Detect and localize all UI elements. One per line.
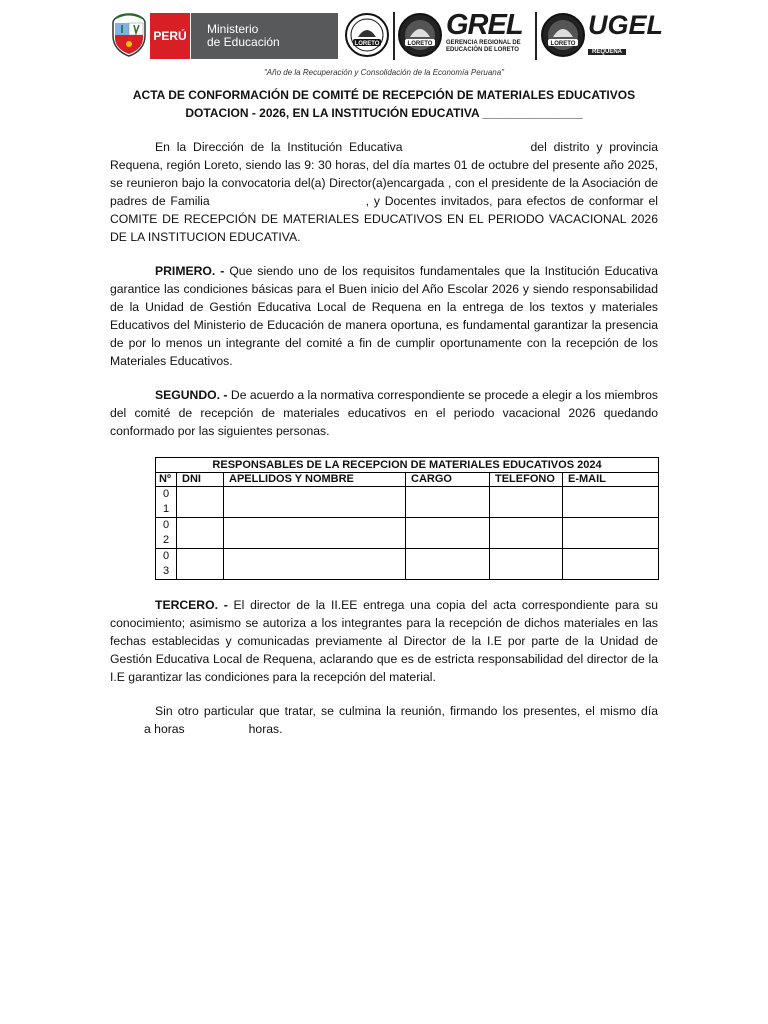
cargo-cell[interactable] <box>406 487 490 518</box>
row-number: 0 1 <box>156 487 177 518</box>
segundo-lead: SEGUNDO. - <box>155 388 228 402</box>
ministry-logo <box>191 13 338 59</box>
table-caption: RESPONSABLES DE LA RECEPCION DE MATERIALES EDUCATIVOS 2024 <box>156 458 659 473</box>
title-line-2: DOTACION - 2026, EN LA INSTITUCIÓN EDUCATIVA _______________ <box>185 106 583 120</box>
header-logos <box>110 9 664 62</box>
closing-text: Sin otro particular que tratar, se culmina la reunión, firmando los presentes, el mismo día <box>155 704 658 718</box>
loreto-dark-seal-icon <box>397 11 443 59</box>
loreto-seal-icon <box>344 11 390 59</box>
dni-cell[interactable] <box>177 549 224 580</box>
document-title <box>110 86 658 122</box>
table-caption-row <box>156 458 659 473</box>
cargo-cell[interactable] <box>406 518 490 549</box>
header-dni: DNI <box>177 473 224 487</box>
telefono-cell[interactable] <box>490 487 563 518</box>
table-header-row <box>156 473 659 487</box>
email-cell[interactable] <box>563 549 659 580</box>
ministry-line1: Ministerio <box>207 22 259 36</box>
header-email: E-MAIL <box>563 473 659 487</box>
row-number: 0 3 <box>156 549 177 580</box>
ugel-title: UGEL <box>588 10 664 40</box>
responsables-table <box>155 457 659 580</box>
peru-coat-of-arms-icon <box>110 12 148 58</box>
primero-text: Que siendo uno de los requisitos fundamentales que la Institución Educativa garantice las condiciones básicas para el Buen inicio del Año Escolar 2026 y siendo responsabilidad de la Unidad de Gestión Educativa Local de Requena en la entrega de los textos y materiales Educativos del Ministerio de Educación de manera oportuna, es fundamental garantizar la presencia de por lo menos un integrante del comité a fin de cumplir oportunamente con la recepción de los Materiales Educativos. <box>110 264 658 368</box>
opening-part-2: del distrito y provincia Requena, región Loreto, siendo las 9: 30 horas, del día martes 01 de octubre del presente año 2025, se reunieron bajo la convocatoria del(a) Director(a)encargada , con el presidente de la Asociación de padres de Familia <box>110 140 659 208</box>
cargo-cell[interactable] <box>406 549 490 580</box>
row-number: 0 2 <box>156 518 177 549</box>
email-cell[interactable] <box>563 518 659 549</box>
header-num: Nº <box>156 473 177 487</box>
opening-part-3: , y Docentes invitados, para efectos de conformar el COMITE DE RECEPCIÓN DE MATERIALES EDUCATIVOS EN EL PERIODO VACACIONAL 2026 DE LA INSTITUCION EDUCATIVA. <box>110 194 658 244</box>
header-name: APELLIDOS Y NOMBRE <box>224 473 406 487</box>
name-cell[interactable] <box>224 518 406 549</box>
name-cell[interactable] <box>224 549 406 580</box>
header-cargo: CARGO <box>406 473 490 487</box>
header-divider <box>535 12 537 60</box>
tercero-text: El director de la II.EE entrega una copia del acta correspondiente para su conocimiento; asimismo se autoriza a los integrantes para la recepción de dichos materiales en las fechas establecidas y comunicadas previamente al Director de la I.E por parte de la Unidad de Gestión Educativa Local de Requena, aclarando que es de estricta responsabilidad del director de la I.E garantizar las condiciones para la recepción del material. <box>110 598 658 684</box>
closing-mid: a horas <box>144 722 185 736</box>
header-divider <box>393 12 395 60</box>
grel-logo <box>446 10 534 62</box>
table-row <box>156 518 659 549</box>
header-telefono: TELEFONO <box>490 473 563 487</box>
primero-lead: PRIMERO. - <box>155 264 225 278</box>
title-line-1: ACTA DE CONFORMACIÓN DE COMITÉ DE RECEPCIÓN DE MATERIALES EDUCATIVOS <box>132 88 636 102</box>
tercero-paragraph <box>110 596 658 686</box>
table-row <box>156 487 659 518</box>
closing-paragraph <box>110 702 658 738</box>
ugel-logo <box>588 10 664 62</box>
table-row <box>156 549 659 580</box>
segundo-paragraph <box>110 386 658 440</box>
email-cell[interactable] <box>563 487 659 518</box>
seal-text: LORETO <box>550 41 576 47</box>
ministry-line2: de Educación <box>207 35 280 49</box>
opening-part-1: En la Dirección de la Institución Educativa <box>155 140 403 154</box>
tercero-lead: TERCERO. - <box>155 598 228 612</box>
year-motto: "Año de la Recuperación y Consolidación de la Economía Peruana" <box>263 68 505 77</box>
dni-cell[interactable] <box>177 518 224 549</box>
opening-paragraph <box>110 138 658 246</box>
grel-subtitle-2: EDUCACIÓN DE LORETO <box>446 47 519 53</box>
grel-subtitle-1: GERENCIA REGIONAL DE <box>446 40 521 46</box>
peru-label: PERÚ <box>150 13 190 59</box>
name-cell[interactable] <box>224 487 406 518</box>
telefono-cell[interactable] <box>490 549 563 580</box>
segundo-text: De acuerdo a la normativa correspondiente se procede a elegir a los miembros del comité de recepción de materiales educativos en el periodo vacacional 2026 quedando conformado por las siguientes personas. <box>110 388 658 438</box>
ugel-badge: REQUENA <box>588 49 626 55</box>
grel-title: GREL <box>446 9 523 41</box>
seal-text: LORETO <box>354 41 380 47</box>
primero-paragraph <box>110 262 658 370</box>
dni-cell[interactable] <box>177 487 224 518</box>
loreto-dark-seal-icon <box>540 11 586 59</box>
seal-text: LORETO <box>407 41 433 47</box>
closing-end: horas. <box>248 722 283 736</box>
telefono-cell[interactable] <box>490 518 563 549</box>
